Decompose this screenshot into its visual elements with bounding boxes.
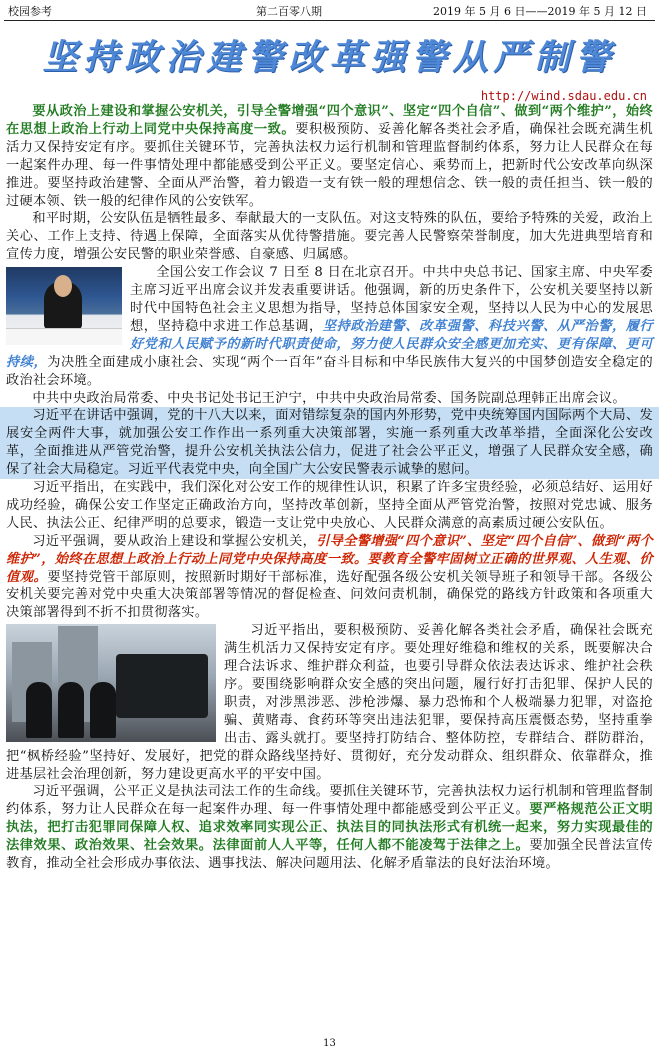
highlight-green: 要从政治上建设和掌握公安机关，引导全警增强“四个意识”、坚定“四个自信”、做到“两个维护”，始终在思想上政治上行动上同党中央保持高度一致。 <box>6 104 653 137</box>
paragraph-text: 习近平强调，公平正义是执法司法工作的生命线。要抓住关键环节，完善执法权力运行机制和管理监督制约体系，努力让人民群众在每一起案件办理、每一件事情处理中都能感受到公平正义。 <box>6 784 653 818</box>
paragraph-2: 和平时期，公安队伍是牺牲最多、奉献最大的一支队伍。对这支特殊的队伍，要给予特殊的关爱，政治上关心、工作上支持、待遇上保障，全面落实从优待警措施。要完善人民警察荣誉制度，加大先进典型培育和宣传力度，增强公安民警的职业荣誉感、自豪感、归属感。 <box>6 211 653 263</box>
paragraph-5-highlighted: 习近平在讲话中强调，党的十八大以来，面对错综复杂的国内外形势，党中央统筹国内国际两个大局、发展安全两件大事，就加强公安工作作出一系列重大决策部署，实施一系列重大改革举措，全面深化公安改革，全面推进从严管党治警，提升公安机关执法公信力，促进了社会公平正义，增强了人民群众安全感，确保了社会大局稳定。习近平代表党中央，向全国广大公安民警表示诚挚的慰问。 <box>0 407 659 479</box>
paragraph-text: 为决胜全面建成小康社会、实现“两个一百年”奋斗目标和中华民族伟大复兴的中国梦创造安全稳定的政治社会环境。 <box>6 354 653 388</box>
page-number: 13 <box>323 1038 336 1049</box>
paragraph-text: 全国公安工作会议 7 日至 8 日在北京召开。中共中央总书记、国家主席、中央军委主席习近平出席会议并发表重要讲话。他强调，新的历史条件下，公安机关要坚持以新时代中国特色社会主义思想为指导，坚持总体国家安全观，坚持以人民为中心的发展思想，坚持稳中求进工作总基调， <box>130 265 653 334</box>
meeting-photo <box>6 267 122 345</box>
header-issue: 第二百零八期 <box>256 5 322 18</box>
paragraph-text: 要坚持党管干部原则，按照新时期好干部标准，选好配强各级公安机关领导班子和领导干部。各级公安机关要完善对党中央重大决策部署等情况的督促检查、问效问责机制，确保党的路线方针政策和各项重大决策部署得到不折不扣贯彻落实。 <box>6 569 653 621</box>
paragraph-7 <box>6 533 653 623</box>
paragraph-text: 习近平指出，要积极预防、妥善化解各类社会矛盾，确保社会既充满生机活力又保持安定有序。要处理好维稳和维权的关系，既要解决合理合法诉求、维护群众利益，也要引导群众依法表达诉求、维护社会秩序。要围绕影响群众安全感的突出问题，履行好打击犯罪、保护人民的职责，对涉黑涉恶、涉枪涉爆、暴力恐怖和个人极端暴力犯罪，对盗抢骗、黄赌毒、食药环等突出违法犯罪，要保持高压震慑态势，坚持重拳出击、露头就打。要坚持打防结合、整体防控，专群结合、群防群治，把“枫桥经验”坚持好、发展好，把党的群众路线坚持好、贯彻好，充分发动群众、组织群众、依靠群众，推进基层社会治理创新，努力建设更高水平的平安中国。 <box>6 623 653 782</box>
highlight-blue: 坚持政治建警、改革强警、科技兴警、从严治警，履行好党和人民赋予的新时代职责使命，努力使人民群众安全感更加充实、更有保障、更可持续， <box>6 318 654 370</box>
header-publication: 校园参考 <box>8 5 52 18</box>
paragraph-4: 中共中央政治局常委、中央书记处书记王沪宁，中共中央政治局常委、国务院副总理韩正出席会议。 <box>32 390 626 406</box>
paragraph-text: 习近平强调，要从政治上建设和掌握公安机关， <box>32 533 317 549</box>
police-photo <box>6 624 216 742</box>
paragraph-8 <box>6 622 653 783</box>
paragraph-9 <box>6 783 653 873</box>
paragraph-text: 要积极预防、妥善化解各类社会矛盾，确保社会既充满生机活力又保持安定有序。要抓住关键环节，完善执法权力运行机制和管理监督制约体系，努力让人民群众在每一起案件办理、每一件事情处理中都能感受到公平正义。要坚定信心、乘势而上，把新时代公安改革向纵深推进。要坚持政治建警、全面从严治警，着力锻造一支有铁一般的理想信念、铁一般的责任担当、铁一般的过硬本领、铁一般的纪律作风的公安铁军。 <box>6 121 653 209</box>
source-url[interactable]: http://wind.sdau.edu.cn <box>480 89 647 103</box>
paragraph-3 <box>6 264 653 389</box>
article-body <box>6 103 653 873</box>
header-rule <box>4 20 655 21</box>
paragraph-6: 习近平指出，在实践中，我们深化对公安工作的规律性认识，积累了许多宝贵经验，必须总结好、运用好成功经验，确保公安工作坚定正确政治方向，坚持改革创新，坚持全面从严管党治警，按照对党忠诚、服务人民、执法公正、纪律严明的总要求，锻造一支让党中央放心、人民群众满意的高素质过硬公安队伍。 <box>6 480 653 531</box>
header-date-range: 2019 年 5 月 6 日——2019 年 5 月 12 日 <box>433 5 647 18</box>
highlight-green: 要严格规范公正文明执法，把打击犯罪同保障人权、追求效率同实现公正、执法目的同执法形式有机统一起来，努力实现最佳的法律效果、政治效果、社会效果。法律面前人人平等，任何人都不能凌驾于法律之上。 <box>6 802 653 854</box>
page-header <box>6 2 651 18</box>
paragraph-text: 要加强全民普法宣传教育，推动全社会形成办事依法、遇事找法、解决问题用法、化解矛盾靠法的良好法治环境。 <box>6 838 653 872</box>
paragraph-1 <box>6 103 653 210</box>
highlight-red: 引导全警增强“四个意识”、坚定“四个自信”、做到“两个维护”，始终在思想上政治上行动上同党中央保持高度一致。要教育全警牢固树立正确的世界观、人生观、价值观。 <box>6 533 653 585</box>
article-title: 坚持政治建警改革强警从严制警 <box>42 38 617 78</box>
